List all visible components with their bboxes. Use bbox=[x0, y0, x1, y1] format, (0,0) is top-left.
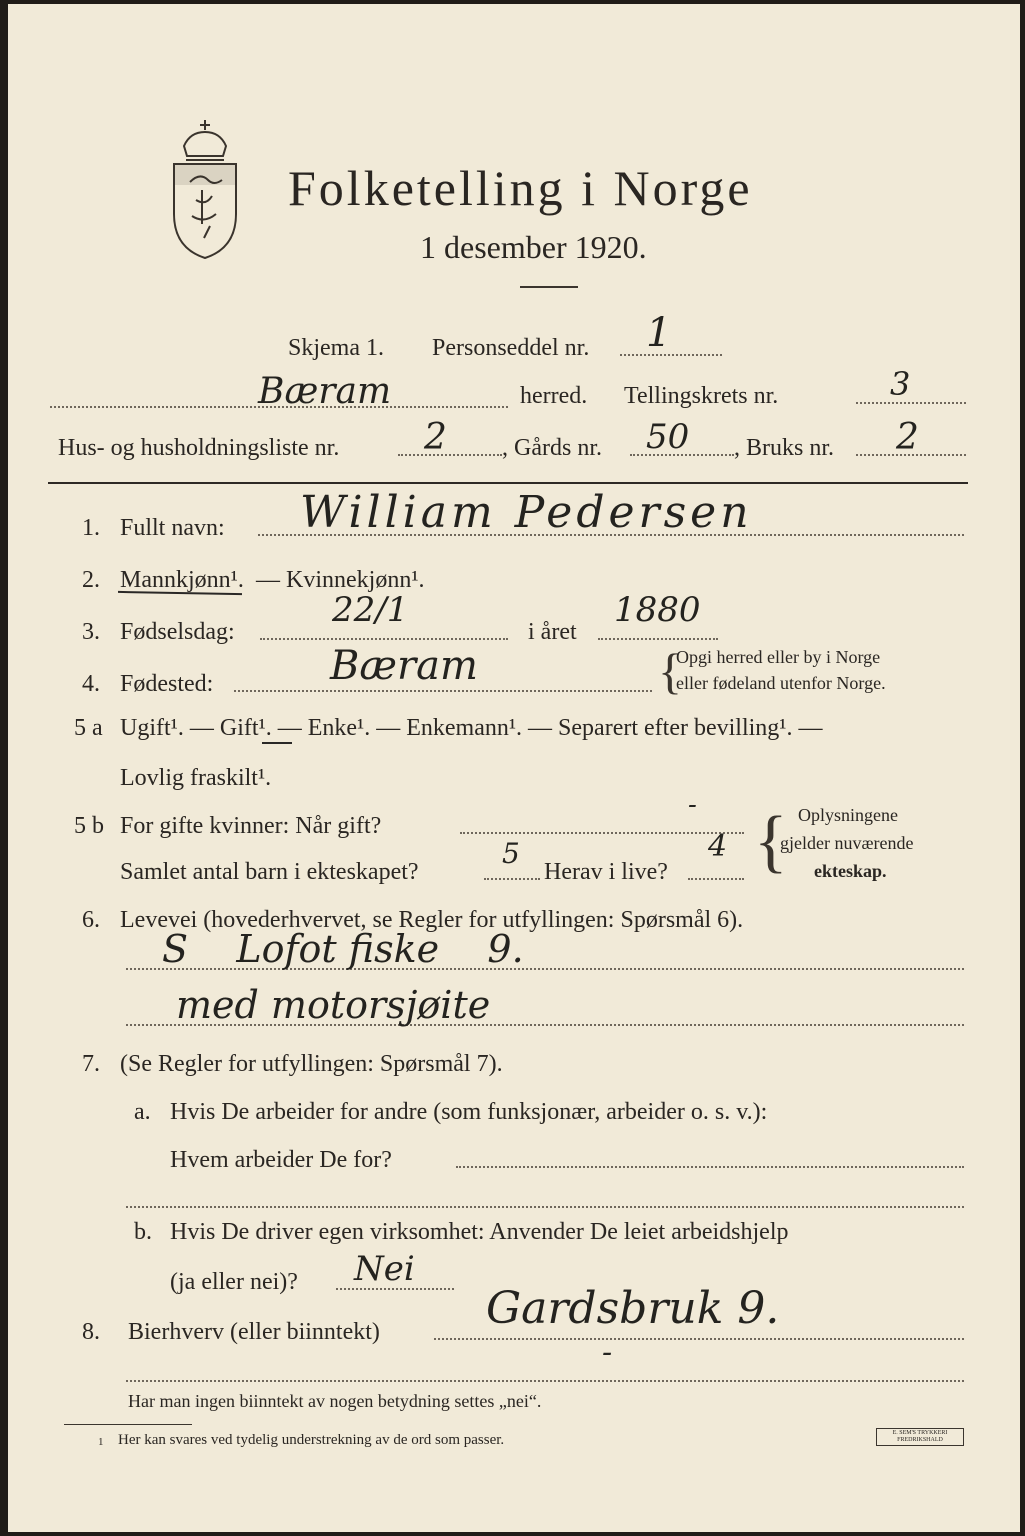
hired-help-value: Nei bbox=[354, 1249, 415, 1289]
husliste-field[interactable] bbox=[398, 454, 502, 456]
q5b-number: 5 b bbox=[74, 813, 104, 839]
employer-field[interactable] bbox=[456, 1166, 964, 1168]
side-income-value-2: - bbox=[602, 1335, 613, 1370]
side-income-field[interactable] bbox=[434, 1338, 964, 1340]
q5b-alive-label: Herav i live? bbox=[544, 859, 668, 885]
birthdate-value: 22/1 bbox=[332, 590, 409, 630]
q7-label: (Se Regler for utfyllingen: Spørsmål 7). bbox=[120, 1051, 503, 1077]
title-divider bbox=[520, 286, 578, 288]
q7b-label-2: (ja eller nei)? bbox=[170, 1269, 298, 1295]
q8-label: Bierhverv (eller biinntekt) bbox=[128, 1319, 380, 1345]
q7b-label: Hvis De driver egen virksomhet: Anvender De leiet arbeidshjelp bbox=[170, 1219, 789, 1245]
q3-label: Fødselsdag: bbox=[120, 619, 235, 645]
side-income-field-2[interactable] bbox=[126, 1380, 964, 1382]
header-separator bbox=[48, 482, 968, 484]
q4-number: 4. bbox=[82, 671, 100, 697]
footer-note: Har man ingen biinntekt av nogen betydning settes „nei“. bbox=[128, 1391, 542, 1411]
coat-of-arms-icon bbox=[166, 116, 244, 262]
census-date: 1 desember 1920. bbox=[420, 229, 647, 265]
tellingskrets-field[interactable] bbox=[856, 402, 966, 404]
marriage-date-field[interactable] bbox=[460, 832, 744, 834]
birthdate-field[interactable] bbox=[260, 638, 508, 640]
q5b-note-line-3: ekteskap. bbox=[814, 861, 887, 881]
side-income-value: Gardsbruk 9. bbox=[486, 1283, 780, 1334]
q5a-number: 5 a bbox=[74, 715, 103, 741]
q4-note-line-2: eller fødeland utenfor Norge. bbox=[676, 673, 886, 693]
gards-value: 50 bbox=[646, 417, 690, 457]
footnote-mark: 1 bbox=[98, 1436, 104, 1448]
q8-number: 8. bbox=[82, 1319, 100, 1345]
herred-label: herred. bbox=[520, 383, 588, 409]
census-form-sheet bbox=[8, 4, 1020, 1532]
tellingskrets-value: 3 bbox=[890, 365, 911, 403]
q6-label: Levevei (hovederhvervet, se Regler for utfyllingen: Spørsmål 6). bbox=[120, 907, 744, 933]
q5b-note-line-2: gjelder nuværende bbox=[780, 833, 914, 853]
q5a-options[interactable]: Ugift¹. — Gift¹. — Enke¹. — Enkemann¹. — Separert efter bevilling¹. — bbox=[120, 715, 823, 741]
q5b-note-line-1: Oplysningene bbox=[798, 805, 898, 825]
q7b-letter: b. bbox=[134, 1219, 152, 1245]
q1-number: 1. bbox=[82, 515, 100, 541]
q7a-label: Hvis De arbeider for andre (som funksjonær, arbeider o. s. v.): bbox=[170, 1099, 768, 1125]
q7a-letter: a. bbox=[134, 1099, 151, 1125]
children-count-value: 5 bbox=[502, 837, 520, 870]
bruks-label: , Bruks nr. bbox=[734, 435, 835, 461]
q2-other-options: — Kvinnekjønn¹. bbox=[256, 567, 425, 593]
q5a-gift-underline bbox=[262, 742, 292, 744]
skjema-label: Skjema 1. bbox=[288, 335, 384, 361]
q1-label: Fullt navn: bbox=[120, 515, 225, 541]
q5b-label: For gifte kvinner: Når gift? bbox=[120, 813, 382, 839]
q5b-brace: { bbox=[754, 803, 788, 880]
q4-brace: { bbox=[658, 643, 682, 699]
children-count-field[interactable] bbox=[484, 878, 540, 880]
q5b-children-label: Samlet antal barn i ekteskapet? bbox=[120, 859, 419, 885]
birthplace-field[interactable] bbox=[234, 690, 652, 692]
q2-number: 2. bbox=[82, 567, 100, 593]
form-title: Folketelling i Norge bbox=[288, 160, 753, 216]
herred-value: Bæram bbox=[258, 371, 392, 412]
footnote-divider bbox=[64, 1424, 192, 1425]
birthyear-value: 1880 bbox=[614, 590, 701, 630]
husliste-label: Hus- og husholdningsliste nr. bbox=[58, 435, 340, 461]
q2-male-option[interactable]: Mannkjønn¹. bbox=[120, 567, 244, 593]
q7-number: 7. bbox=[82, 1051, 100, 1077]
full-name-value: William Pedersen bbox=[300, 487, 753, 538]
q6-number: 6. bbox=[82, 907, 100, 933]
footnote-text: Her kan svares ved tydelig understrekning av de ord som passer. bbox=[118, 1432, 505, 1448]
q5a-options-line-2: Lovlig fraskilt¹. bbox=[120, 765, 272, 791]
bruks-value: 2 bbox=[896, 417, 919, 458]
tellingskrets-label: Tellingskrets nr. bbox=[624, 383, 779, 409]
q7a-label-2: Hvem arbeider De for? bbox=[170, 1147, 392, 1173]
printer-stamp: E. SEM'S TRYKKERI FREDRIKSHALD bbox=[876, 1428, 964, 1446]
birthplace-value: Bæram bbox=[330, 643, 478, 689]
children-alive-field[interactable] bbox=[688, 878, 744, 880]
gards-label: , Gårds nr. bbox=[502, 435, 602, 461]
occupation-value-1: S Lofot fiske 9. bbox=[162, 927, 524, 971]
employer-field-2[interactable] bbox=[126, 1206, 964, 1208]
q3-number: 3. bbox=[82, 619, 100, 645]
q4-label: Fødested: bbox=[120, 671, 214, 697]
q3-year-label: i året bbox=[528, 619, 577, 645]
children-alive-value: 4 bbox=[708, 829, 728, 864]
husliste-value: 2 bbox=[424, 417, 447, 458]
marriage-date-value: - bbox=[688, 790, 697, 820]
personseddel-label: Personseddel nr. bbox=[432, 335, 590, 361]
birthyear-field[interactable] bbox=[598, 638, 718, 640]
occupation-value-2: med motorsjøite bbox=[176, 983, 491, 1027]
personseddel-value: 1 bbox=[646, 310, 672, 356]
q4-note-line-1: Opgi herred eller by i Norge bbox=[676, 647, 881, 667]
